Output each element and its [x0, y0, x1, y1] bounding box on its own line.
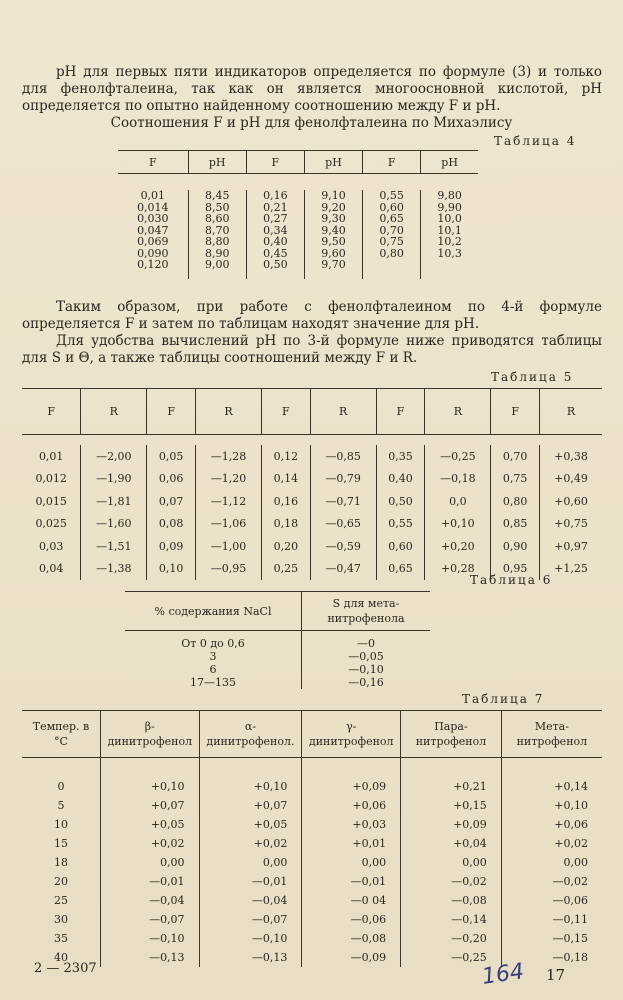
paragraph-tables-intro: Для удобства вычислений pH по 3-й формуле ниже приводятся таблицы для S и Θ, а также таблицы соотношений между F и R. [22, 333, 602, 366]
table4-column [363, 190, 421, 279]
table5-cell: —0,25 [425, 445, 491, 468]
table7-cell: +0,06 [302, 796, 401, 815]
table5-row [22, 490, 602, 513]
table7-cell: +0,09 [401, 815, 502, 834]
table4-cell: 8,70 [204, 223, 230, 237]
table5-cell: +0,28 [425, 558, 491, 581]
table6-nacl-cell: 17—135 [125, 676, 302, 689]
handwritten-number: 164 [480, 959, 526, 990]
table4-cell: 10,0 [437, 212, 462, 225]
table7-cell: —0,10 [199, 929, 302, 948]
table7-row [22, 891, 602, 910]
table5-cell: 0,05 [147, 445, 196, 468]
table5-caption: Таблица 5 [491, 370, 574, 384]
table5-cell: +0,49 [554, 472, 588, 486]
table7-row [22, 796, 602, 815]
table7-cell: 5 [22, 796, 101, 815]
table7-row [22, 777, 602, 796]
table5-cell: 0,04 [22, 558, 81, 581]
table7-cell: —0,06 [552, 894, 588, 907]
table7-cell: +0,21 [401, 777, 502, 796]
table6 [125, 591, 430, 689]
table7-cell: +0,02 [199, 834, 302, 853]
table5-cell: —1,51 [81, 535, 147, 558]
table4-cell: 8,50 [204, 200, 230, 214]
table7-cell: +0,06 [554, 818, 588, 831]
table7-cell: 15 [22, 834, 101, 853]
table6-nacl-cell: От 0 до 0,6 [125, 637, 302, 650]
table5-header: F [147, 389, 196, 435]
table6-s-cell: —0 [357, 637, 375, 650]
table5-row [22, 513, 602, 536]
table5-cell: 0,40 [376, 468, 425, 491]
table5-cell: —0,47 [310, 558, 376, 581]
table5-cell: —1,38 [81, 558, 147, 581]
table5-header: R [310, 389, 376, 435]
table7-header: γ-динитрофенол [302, 711, 401, 758]
table7-row [22, 815, 602, 834]
table5-row [22, 445, 602, 468]
table7-cell: —0,01 [199, 872, 302, 891]
table7-cell: —0,04 [101, 891, 200, 910]
table6-row [125, 663, 430, 676]
table4-cell: 8,45 [204, 189, 230, 202]
table7-row [22, 910, 602, 929]
table7-cell: 35 [22, 929, 101, 948]
table5 [22, 388, 602, 580]
table7-row [22, 929, 602, 948]
table4-cell: 9,20 [321, 200, 346, 214]
table7-cell: 0 [22, 777, 101, 796]
table5-cell: —1,90 [81, 468, 147, 491]
table7-cell: —0 04 [302, 891, 401, 910]
table7-cell: —0,07 [199, 910, 302, 929]
table4-column [246, 190, 304, 279]
table5-cell: —0,18 [425, 468, 491, 491]
table5-cell: —1,06 [196, 513, 262, 536]
table6-row [125, 637, 430, 650]
table5-cell: 0,70 [491, 445, 540, 468]
table5-header: F [491, 389, 540, 435]
table6-row [125, 650, 430, 663]
table7-cell: +0,10 [199, 777, 302, 796]
table7-cell: —0,01 [101, 872, 200, 891]
table5-cell: —0,59 [310, 535, 376, 558]
table7-cell: 40 [22, 948, 101, 967]
table5-header: R [196, 389, 262, 435]
table4-cell: 10,1 [437, 223, 462, 237]
table4-cell: 0,27 [263, 212, 288, 225]
table5-cell: +1,25 [554, 562, 588, 576]
table5-cell: 0,012 [22, 468, 81, 491]
table4-cell: 0,55 [379, 189, 404, 202]
table4-cell: 0,45 [263, 246, 288, 260]
table5-cell: 0,75 [491, 468, 540, 491]
table5-cell: 0,60 [376, 535, 425, 558]
table6-caption: Таблица 6 [470, 573, 553, 587]
table4-header: F [246, 151, 304, 174]
table4-cell: 0,40 [263, 235, 288, 248]
table7-row [22, 853, 602, 872]
table5-header: F [261, 389, 310, 435]
table5-cell: +0,20 [425, 535, 491, 558]
table5-cell: 0,07 [147, 490, 196, 513]
table7-cell: +0,05 [101, 815, 200, 834]
table4-cell: 0,120 [137, 258, 169, 271]
table4-cell: 9,70 [321, 258, 346, 271]
table4-cell: 0,047 [137, 223, 169, 237]
table4-cell: 0,60 [379, 200, 404, 214]
table4-cell: 0,50 [263, 258, 288, 271]
table7-cell: —0,11 [552, 913, 588, 926]
table7-cell: +0,04 [401, 834, 502, 853]
table5-row [22, 535, 602, 558]
table5-cell: —1,00 [196, 535, 262, 558]
table7-cell: —0,18 [552, 951, 588, 964]
table5-cell: —1,20 [196, 468, 262, 491]
table7-cell: —0,07 [101, 910, 200, 929]
table5-cell: 0,18 [261, 513, 310, 536]
table7-cell: +0,09 [302, 777, 401, 796]
table7-header: α-динитрофенол. [199, 711, 302, 758]
table5-cell: 0,35 [376, 445, 425, 468]
table5-cell: +0,10 [425, 513, 491, 536]
table5-cell: 0,01 [22, 445, 81, 468]
table5-cell: +0,60 [554, 494, 588, 508]
table7-cell: —0,01 [302, 872, 401, 891]
table6-s-cell: —0,16 [348, 676, 384, 689]
table7-cell: +0,01 [302, 834, 401, 853]
table4-header: pH [304, 151, 362, 174]
table4-cell: 0,16 [263, 189, 288, 202]
table4-column [118, 190, 188, 279]
table7-cell: 18 [22, 853, 101, 872]
table7-cell: +0,10 [101, 777, 200, 796]
table4-header: F [118, 151, 188, 174]
table7-cell: 0,00 [563, 856, 588, 869]
table5-cell: —0,79 [310, 468, 376, 491]
table5-header: F [376, 389, 425, 435]
table5-cell: 0,25 [261, 558, 310, 581]
table7-header: Мета-нитрофенол [501, 711, 602, 758]
table7-cell: 0,00 [199, 853, 302, 872]
table4-cell: 0,65 [379, 212, 404, 225]
table6-s-cell: —0,05 [348, 650, 384, 663]
table4-column [188, 190, 246, 279]
table7-cell: 0,00 [101, 853, 200, 872]
table4-cell: 8,90 [204, 246, 230, 260]
table5-cell: —1,12 [196, 490, 262, 513]
table4-cell: 9,30 [321, 212, 346, 225]
table7-cell: —0,13 [199, 948, 302, 967]
table4-cell: 0,75 [379, 235, 404, 248]
table6-row [125, 676, 430, 689]
table5-cell: —0,65 [310, 513, 376, 536]
table4-cell: 8,60 [204, 212, 230, 225]
table4-cell: 0,70 [379, 223, 404, 237]
table7-cell: 10 [22, 815, 101, 834]
table4-cell: 9,80 [437, 189, 462, 202]
table5-header: R [540, 389, 602, 435]
table7-header: Пара-нитрофенол [401, 711, 502, 758]
table4-cell: 10,3 [437, 246, 462, 260]
table5-cell: 0,95 [491, 558, 540, 581]
table5-cell: 0,08 [147, 513, 196, 536]
table6-header-s: S для мета-нитрофенола [302, 592, 431, 631]
table7-caption: Таблица 7 [462, 692, 545, 706]
table4-cell: 0,34 [263, 223, 288, 237]
table4-title: Соотношения F и pH для фенолфталеина по Михаэлису [110, 115, 513, 131]
table7-cell: +0,07 [101, 796, 200, 815]
page-number: 17 [546, 966, 566, 984]
table7-cell: —0,13 [101, 948, 200, 967]
table4-cell: 0,01 [140, 189, 166, 202]
table4-cell: 9,10 [321, 189, 346, 202]
table7 [22, 710, 602, 967]
table7-cell: +0,03 [302, 815, 401, 834]
table4-header: F [363, 151, 421, 174]
table5-header: F [22, 389, 81, 435]
table5-cell: 0,16 [261, 490, 310, 513]
table4-cell: 0,80 [379, 246, 404, 260]
table7-cell: —0,08 [401, 891, 502, 910]
table5-cell: 0,85 [491, 513, 540, 536]
table5-header: R [81, 389, 147, 435]
table6-header-nacl: % содержания NaCl [125, 592, 302, 631]
table7-cell: 25 [22, 891, 101, 910]
table5-cell: 0,14 [261, 468, 310, 491]
table7-cell: +0,07 [199, 796, 302, 815]
table4-column [421, 190, 478, 279]
table7-cell: —0,06 [302, 910, 401, 929]
table7-cell: 30 [22, 910, 101, 929]
table5-cell: 0,09 [147, 535, 196, 558]
table5-cell: 0,025 [22, 513, 81, 536]
table5-header: R [425, 389, 491, 435]
table4-header: pH [421, 151, 478, 174]
table7-cell: +0,02 [554, 837, 588, 850]
table4-header: pH [188, 151, 246, 174]
table5-cell: —0,95 [196, 558, 262, 581]
table5-cell: 0,90 [491, 535, 540, 558]
table5-cell: +0,97 [554, 539, 588, 553]
table5-cell: 0,80 [491, 490, 540, 513]
paragraph-phenolphthalein: Таким образом, при работе с фенолфталеином по 4-й формуле определяется F и затем по таблицам находят значение для pH. [22, 299, 602, 332]
table7-cell: +0,02 [101, 834, 200, 853]
table7-cell: —0,25 [401, 948, 502, 967]
table4 [118, 150, 478, 279]
table5-cell: 0,03 [22, 535, 81, 558]
table6-nacl-cell: 6 [125, 663, 302, 676]
table7-row [22, 834, 602, 853]
table5-cell: 0,50 [376, 490, 425, 513]
table4-cell: 9,60 [321, 246, 346, 260]
table7-cell: +0,15 [401, 796, 502, 815]
table7-cell: —0,02 [401, 872, 502, 891]
table7-cell: 0,00 [401, 853, 502, 872]
table5-cell: 0,10 [147, 558, 196, 581]
table5-cell: —0,85 [310, 445, 376, 468]
table4-cell: 0,21 [263, 200, 288, 214]
table7-cell: —0,09 [302, 948, 401, 967]
paragraph-ph-formula: pH для первых пяти индикаторов определяется по формуле (3) и только для фенолфталеина, так как он является многоосновной кислотой, pH определяется по опытно найденному соотношению между F и pH. [22, 64, 602, 114]
table7-cell: +0,05 [199, 815, 302, 834]
table7-cell: —0,04 [199, 891, 302, 910]
table7-cell: —0,10 [101, 929, 200, 948]
table4-column [304, 190, 362, 279]
table5-cell: 0,015 [22, 490, 81, 513]
table4-cell: 9,90 [437, 200, 462, 214]
table5-cell: +0,38 [554, 449, 588, 463]
table7-row [22, 872, 602, 891]
table5-cell: 0,12 [261, 445, 310, 468]
table5-cell: —1,60 [81, 513, 147, 536]
table5-cell: 0,65 [376, 558, 425, 581]
table4-cell: 0,030 [137, 212, 169, 225]
table7-cell: —0,20 [401, 929, 502, 948]
table5-cell: +0,75 [554, 517, 588, 531]
table4-cell: 0,090 [137, 246, 169, 260]
table6-nacl-cell: 3 [125, 650, 302, 663]
table7-cell: —0,15 [552, 932, 588, 945]
table7-header: Темпер. в °С [22, 711, 101, 758]
table7-cell: —0,08 [302, 929, 401, 948]
table7-cell: —0,02 [552, 875, 588, 888]
table7-cell: 20 [22, 872, 101, 891]
table5-cell: 0,0 [425, 490, 491, 513]
table6-s-cell: —0,10 [348, 663, 384, 676]
table4-cell: 9,00 [204, 258, 230, 271]
table4-cell: 10,2 [437, 235, 462, 248]
table4-caption: Таблица 4 [494, 134, 577, 148]
table4-cell: 9,40 [321, 223, 346, 237]
table5-cell: —1,81 [81, 490, 147, 513]
footer-signature-mark: 2 — 2307 [34, 961, 97, 976]
table4-cell: 0,069 [137, 235, 169, 248]
table5-cell: —0,71 [310, 490, 376, 513]
table4-cell: 9,50 [321, 235, 346, 248]
table5-cell: —1,28 [196, 445, 262, 468]
table5-cell: 0,06 [147, 468, 196, 491]
table7-cell: 0,00 [302, 853, 401, 872]
table5-cell: —2,00 [81, 445, 147, 468]
table5-cell: 0,20 [261, 535, 310, 558]
table4-cell: 8,80 [204, 235, 230, 248]
table7-cell: +0,10 [554, 799, 588, 812]
table5-cell: 0,55 [376, 513, 425, 536]
table4-cell: 0,014 [137, 200, 169, 214]
table7-cell: +0,14 [554, 780, 588, 793]
table7-header: β-динитрофенол [101, 711, 200, 758]
table5-row [22, 468, 602, 491]
table7-cell: —0,14 [401, 910, 502, 929]
